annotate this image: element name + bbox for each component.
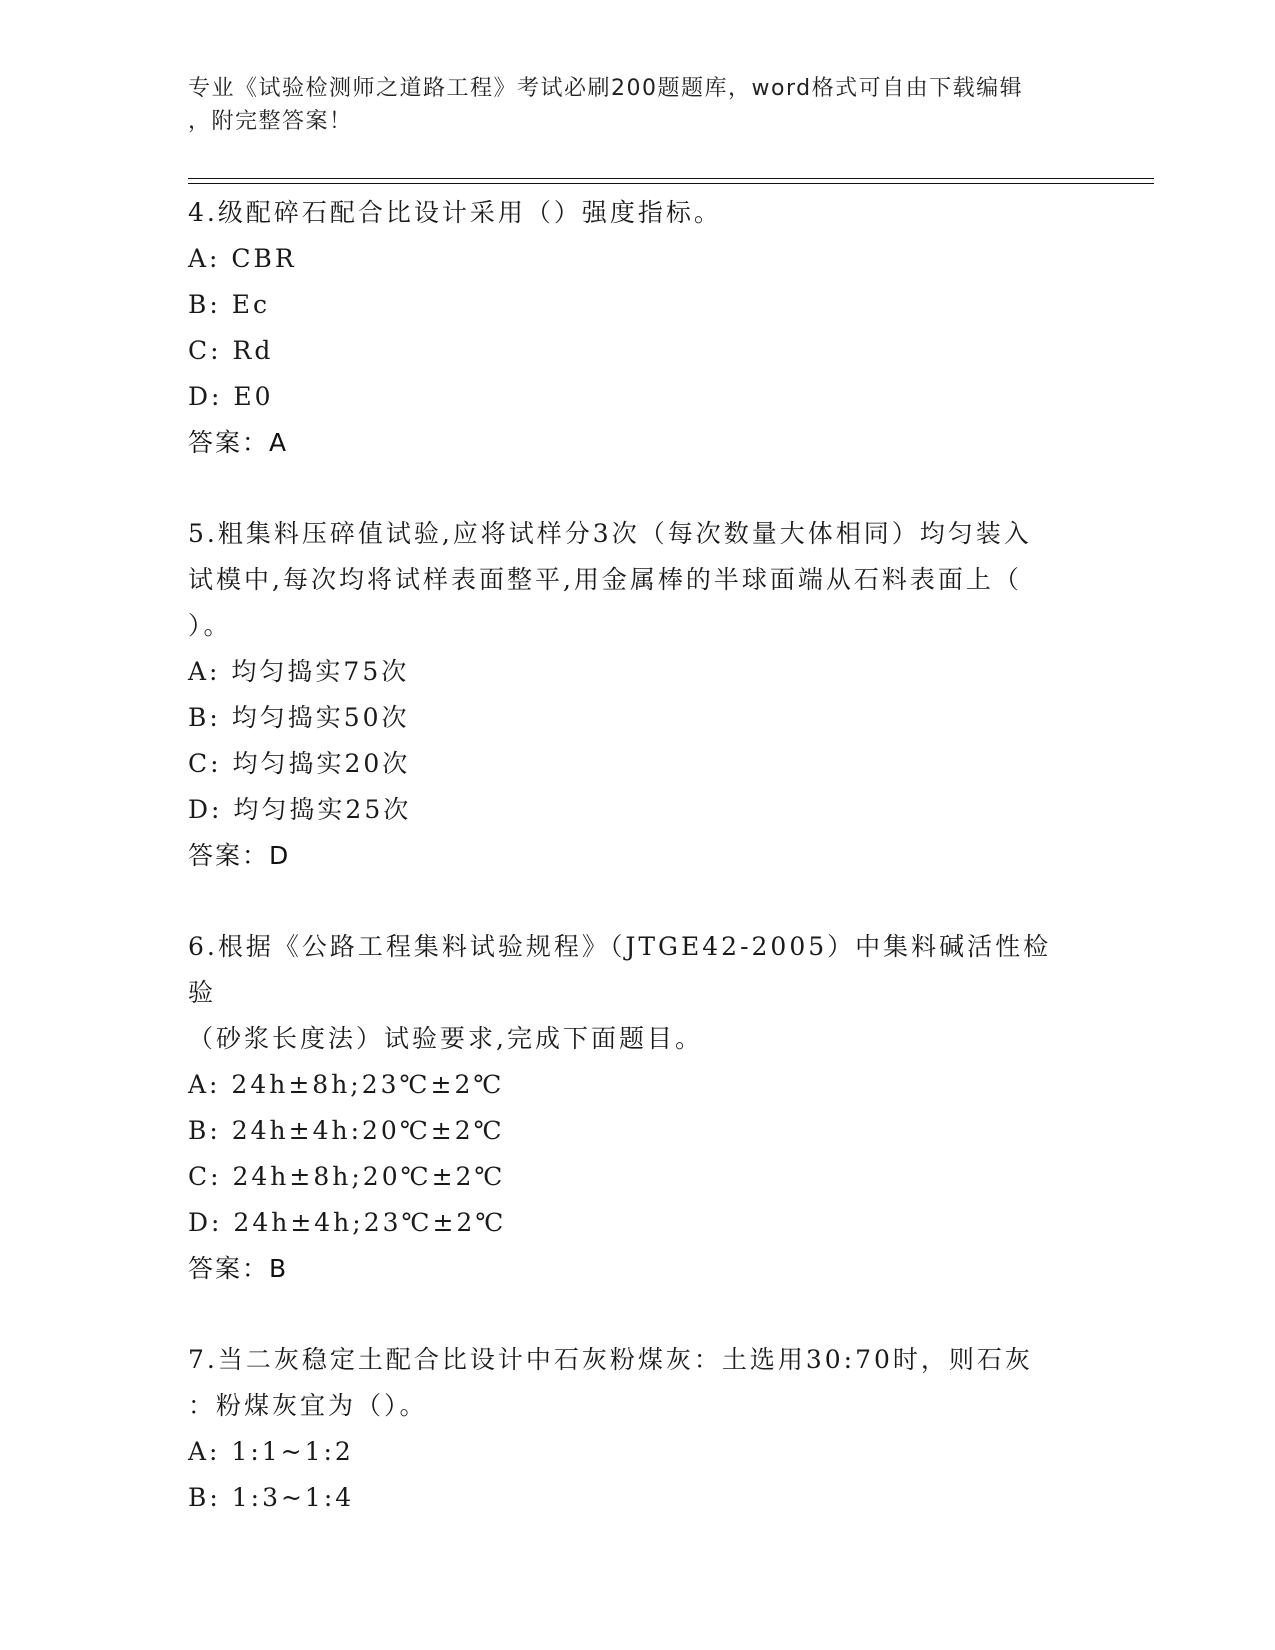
answer-option: A: 24h±8h;23℃±2℃ [188, 1070, 505, 1099]
answer-option: D: 均匀捣实25次 [188, 795, 412, 824]
answer-option: A: 1:1~1:2 [188, 1437, 354, 1466]
answer-option: B: Ec [188, 290, 270, 319]
answer-option: B: 24h±4h:20℃±2℃ [188, 1116, 505, 1145]
header-line-2: ，附完整答案！ [188, 109, 353, 134]
answer-option: D: E0 [188, 382, 274, 411]
question-stem-line: ）。 [188, 611, 232, 640]
answer-option: B: 均匀捣实50次 [188, 703, 410, 732]
document-header [188, 72, 1068, 138]
answer-option: D: 24h±4h;23℃±2℃ [188, 1208, 507, 1237]
question-stem-line: 5.粗集料压碎值试验,应将试样分3次（每次数量大体相同）均匀装入 [188, 519, 1032, 548]
question-block [188, 924, 1088, 1292]
question-block [188, 1337, 1088, 1521]
header-line-1: 专业《试验检测师之道路工程》考试必刷200题题库，word格式可自由下载编辑 [188, 76, 1024, 101]
question-stem-line: ：粉煤灰宜为（）。 [188, 1391, 428, 1420]
question-block [188, 190, 1088, 466]
question-block [188, 511, 1088, 879]
header-divider-bottom [188, 183, 1154, 184]
answer-key: 答案：D [188, 841, 291, 870]
answer-option: C: 均匀捣实20次 [188, 749, 411, 778]
question-stem-line: 6.根据《公路工程集料试验规程》（JTGE42-2005）中集料碱活性检验 [188, 932, 1052, 1007]
question-stem-line: 7.当二灰稳定土配合比设计中石灰粉煤灰：土选用30:70时，则石灰 [188, 1345, 1033, 1374]
answer-option: C: Rd [188, 336, 274, 365]
header-divider-top [188, 178, 1154, 179]
answer-option: B: 1:3~1:4 [188, 1483, 355, 1512]
answer-option: C: 24h±8h;20℃±2℃ [188, 1162, 506, 1191]
question-list [188, 190, 1088, 1521]
question-stem-line: 试模中,每次均将试样表面整平,用金属棒的半球面端从石料表面上（ [188, 565, 1022, 594]
question-stem-line: （砂浆长度法）试验要求,完成下面题目。 [188, 1024, 703, 1053]
question-stem-line: 4.级配碎石配合比设计采用（）强度指标。 [188, 198, 722, 227]
answer-key: 答案：A [188, 428, 289, 457]
answer-option: A: 均匀捣实75次 [188, 657, 410, 686]
answer-option: A: CBR [188, 244, 297, 273]
answer-key: 答案：B [188, 1254, 289, 1283]
